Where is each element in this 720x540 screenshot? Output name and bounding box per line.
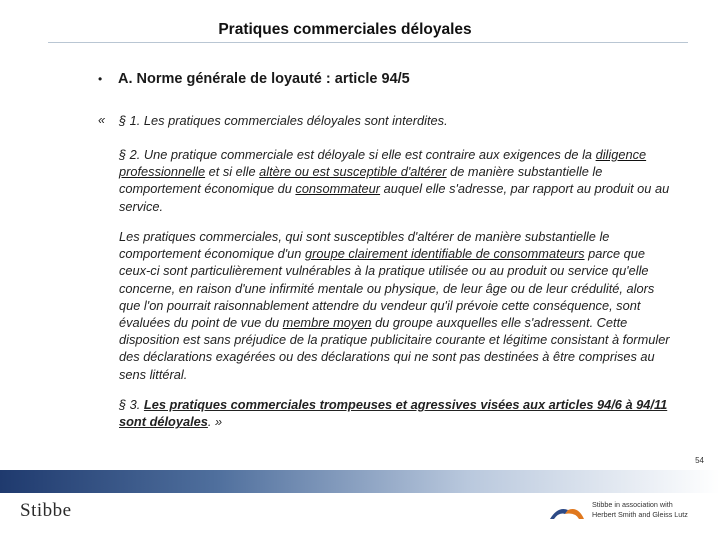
p2-underline-diligence: diligence professionnelle [119,147,647,180]
title-divider [48,42,688,43]
p4-text-a: § 3. [119,397,144,412]
paragraph-2 [119,146,679,215]
p2-text-a: § 2. Une pratique commerciale est déloyale si elle est contraire aux exigences de la [119,147,596,162]
stibbe-logo: Stibbe [20,500,72,521]
p3-text-c: du groupe auxquelles elle s'adressent. Cette disposition est sans préjudice de la pratique publicitaire courante et légitime consistant à formuler des déclarations exagérées ou des déclarations qui ne sont pas destinées à être comprises au sens littéral. [119,315,670,382]
page-number: 54 [695,456,704,465]
heading-bullet: • [98,72,103,86]
paragraph-4 [119,396,679,430]
slide-title: Pratiques commerciales déloyales [218,21,472,38]
p4-underline-bold: Les pratiques commerciales trompeuses et agressives visées aux articles 94/6 à 94/11 sont déloyales [119,397,668,430]
p3-text-a: Les pratiques commerciales, qui sont susceptibles d'altérer de manière substantielle le comportement économique d'un [119,229,610,262]
association-line-1: Stibbe in association with [592,500,673,509]
association-text [592,500,720,520]
p4-text-b: . » [207,414,223,430]
p2-text-d: auquel elle s'adresse, par rapport au produit ou au service. [119,181,670,214]
p3-underline-groupe: groupe clairement identifiable de consommateurs [304,246,585,262]
p3-text-b: parce que ceux-ci sont particulièrement vulnérables à la pratique utilisée ou au produit ou service qu'elle concerne, en raison d'une infirmité mentale ou physique, de leur âge ou de leur crédulité, alors que l'on pourrait raisonnablement attendre du vendeur qu'il prévoie cette conséquence, sont évaluées du point de vue du [119,246,655,331]
p2-text-c: de manière substantielle le comportement économique du [119,164,603,197]
firm-mark-icon [548,504,586,520]
p2-underline-altere: altère ou est susceptible d'altérer [259,164,447,180]
heading-text: A. Norme générale de loyauté : article 94/5 [118,71,410,87]
footer-gradient-bar [0,470,720,493]
association-line-2: Herbert Smith and Gleiss Lutz [592,510,688,519]
p2-underline-consommateur: consommateur [295,181,381,197]
p3-underline-membre-moyen: membre moyen [282,315,372,331]
paragraph-3 [119,228,679,383]
p1-text: § 1. Les pratiques commerciales déloyales sont interdites. [119,113,448,128]
p2-text-b: et si elle [205,164,260,180]
open-quote: « [98,112,106,127]
section-heading [98,71,410,87]
paragraph-1 [119,112,679,129]
